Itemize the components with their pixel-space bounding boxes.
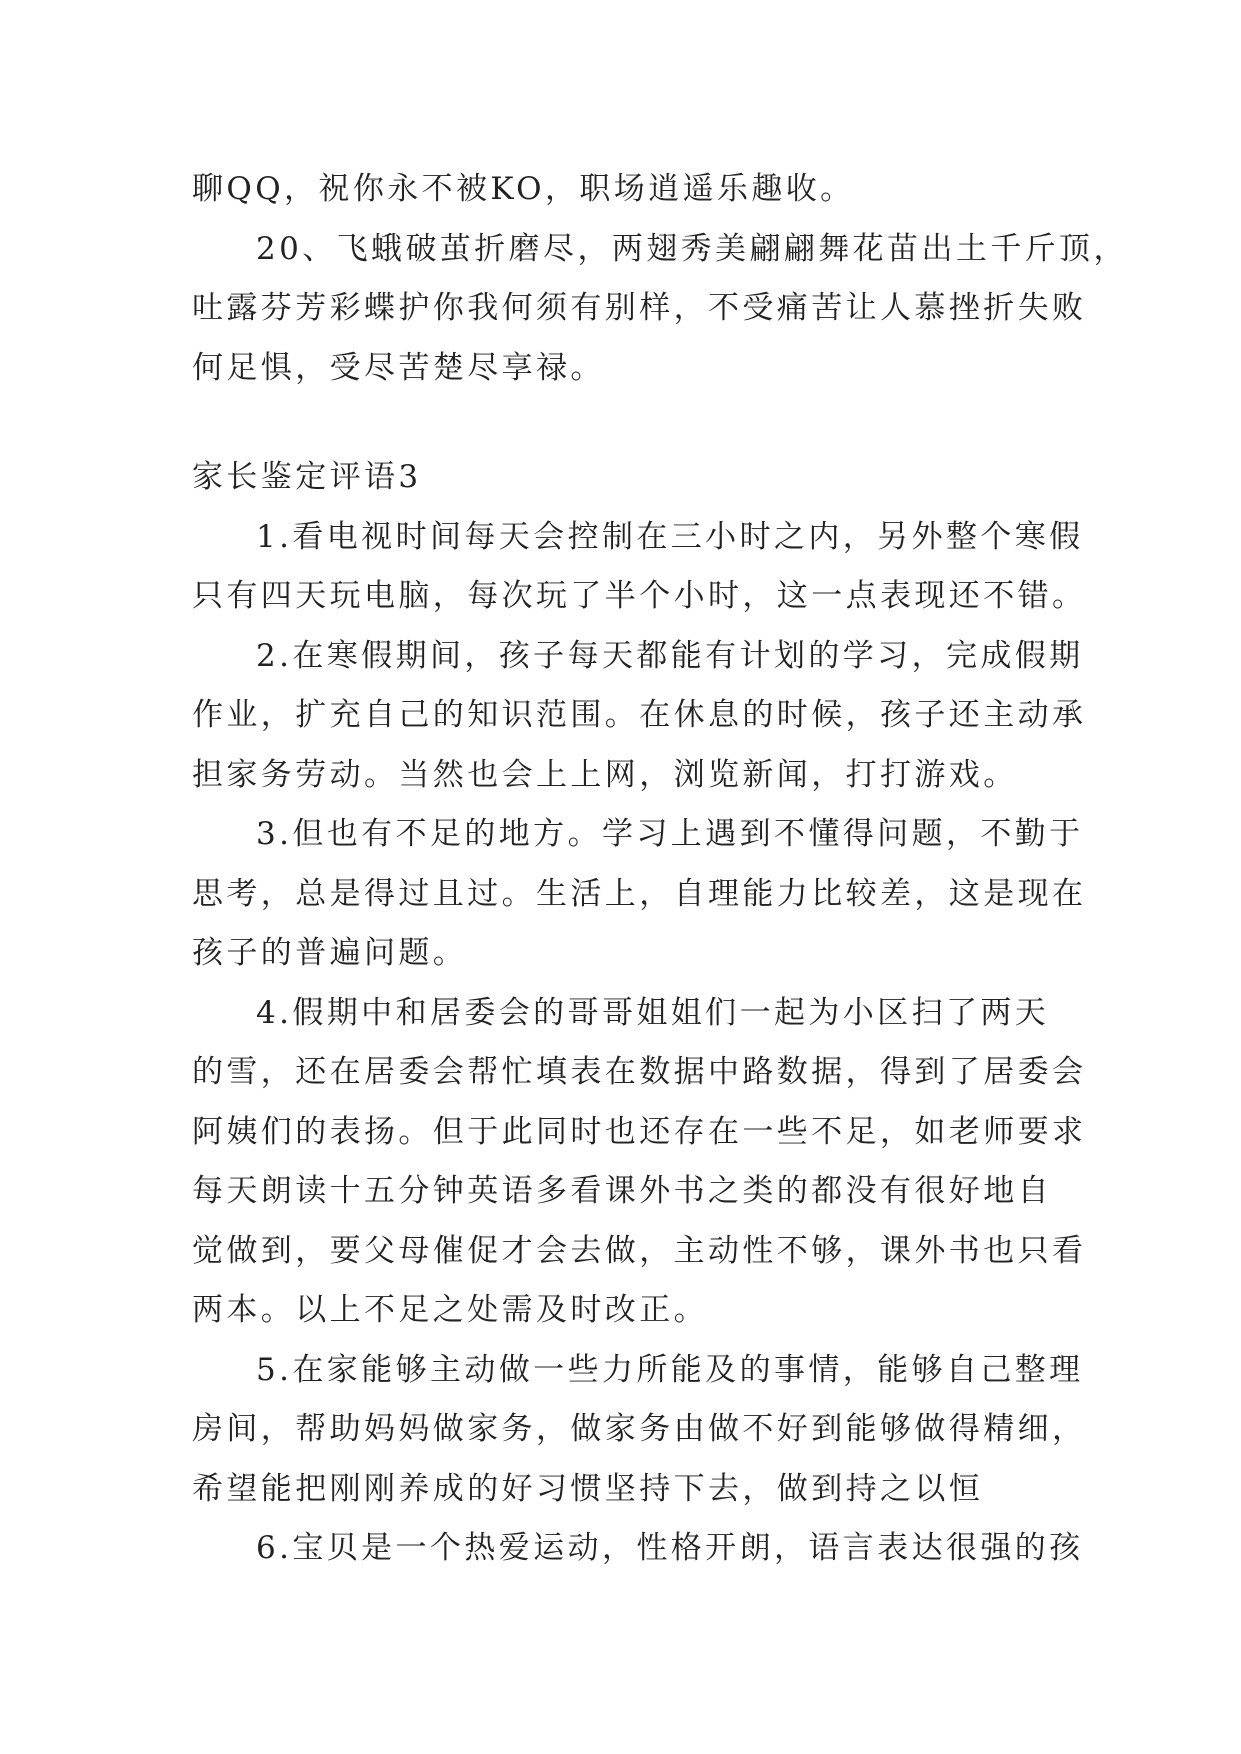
list-item <box>192 508 1087 627</box>
paragraph-line: 阿姨们的表扬。但于此同时也还存在一些不足，如老师要求 <box>192 1113 1087 1150</box>
paragraph-line: 5.在家能够主动做一些力所能及的事情，能够自己整理 <box>256 1351 1084 1388</box>
paragraph-line: 担家务劳动。当然也会上上网，浏览新闻，打打游戏。 <box>192 756 1018 793</box>
list-item <box>192 1341 1087 1520</box>
paragraph-line: 2.在寒假期间，孩子每天都能有计划的学习，完成假期 <box>256 637 1084 674</box>
list-item <box>192 984 1087 1341</box>
paragraph-line: 作业，扩充自己的知识范围。在休息的时候，孩子还主动承 <box>192 697 1087 733</box>
list-item <box>192 1519 1084 1579</box>
paragraph-line: 只有四天玩电脑，每次玩了半个小时，这一点表现还不错。 <box>192 578 1087 614</box>
paragraph-line: 的雪，还在居委会帮忙填表在数据中路数据，得到了居委会 <box>192 1054 1087 1090</box>
paragraph-line: 6.宝贝是一个热爱运动，性格开朗，语言表达很强的孩 <box>256 1530 1084 1566</box>
intro-line: 吐露芬芳彩蝶护你我何须有别样，不受痛苦让人慕挫折失败 <box>192 290 1087 326</box>
intro-line: 20、飞蛾破茧折磨尽，两翅秀美翩翩舞花苗出土千斤顶， <box>256 230 1128 267</box>
paragraph-line: 3.但也有不足的地方。学习上遇到不懂得问题，不勤于 <box>256 816 1084 852</box>
list-item <box>192 627 1087 806</box>
paragraph-line: 希望能把刚刚养成的好习惯坚持下去，做到持之以恒 <box>192 1470 984 1507</box>
list-item <box>192 805 1087 984</box>
paragraph-line: 觉做到，要父母催促才会去做，主动性不够，课外书也只看 <box>192 1232 1087 1269</box>
paragraph-line: 每天朗读十五分钟英语多看课外书之类的都没有很好地自 <box>192 1173 1052 1209</box>
section-gap <box>192 398 1052 448</box>
intro-line: 何足惧，受尽苦楚尽享禄。 <box>192 349 605 386</box>
intro-line: 聊QQ，祝你永不被KO，职场逍遥乐趣收。 <box>192 171 855 207</box>
document-body <box>192 160 1128 1579</box>
paragraph-line: 4.假期中和居委会的哥哥姐姐们一起为小区扫了两天 <box>256 994 1050 1031</box>
paragraph-line: 房间，帮助妈妈做家务，做家务由做不好到能够做得精细， <box>192 1411 1087 1447</box>
section-title: 家长鉴定评语3 <box>192 459 422 495</box>
paragraph-line: 1.看电视时间每天会控制在三小时之内，另外整个寒假 <box>256 518 1084 555</box>
paragraph-line: 两本。以上不足之处需及时改正。 <box>192 1292 708 1328</box>
paragraph-line: 孩子的普遍问题。 <box>192 935 468 971</box>
paragraph-line: 思考，总是得过且过。生活上，自理能力比较差，这是现在 <box>192 875 1087 912</box>
